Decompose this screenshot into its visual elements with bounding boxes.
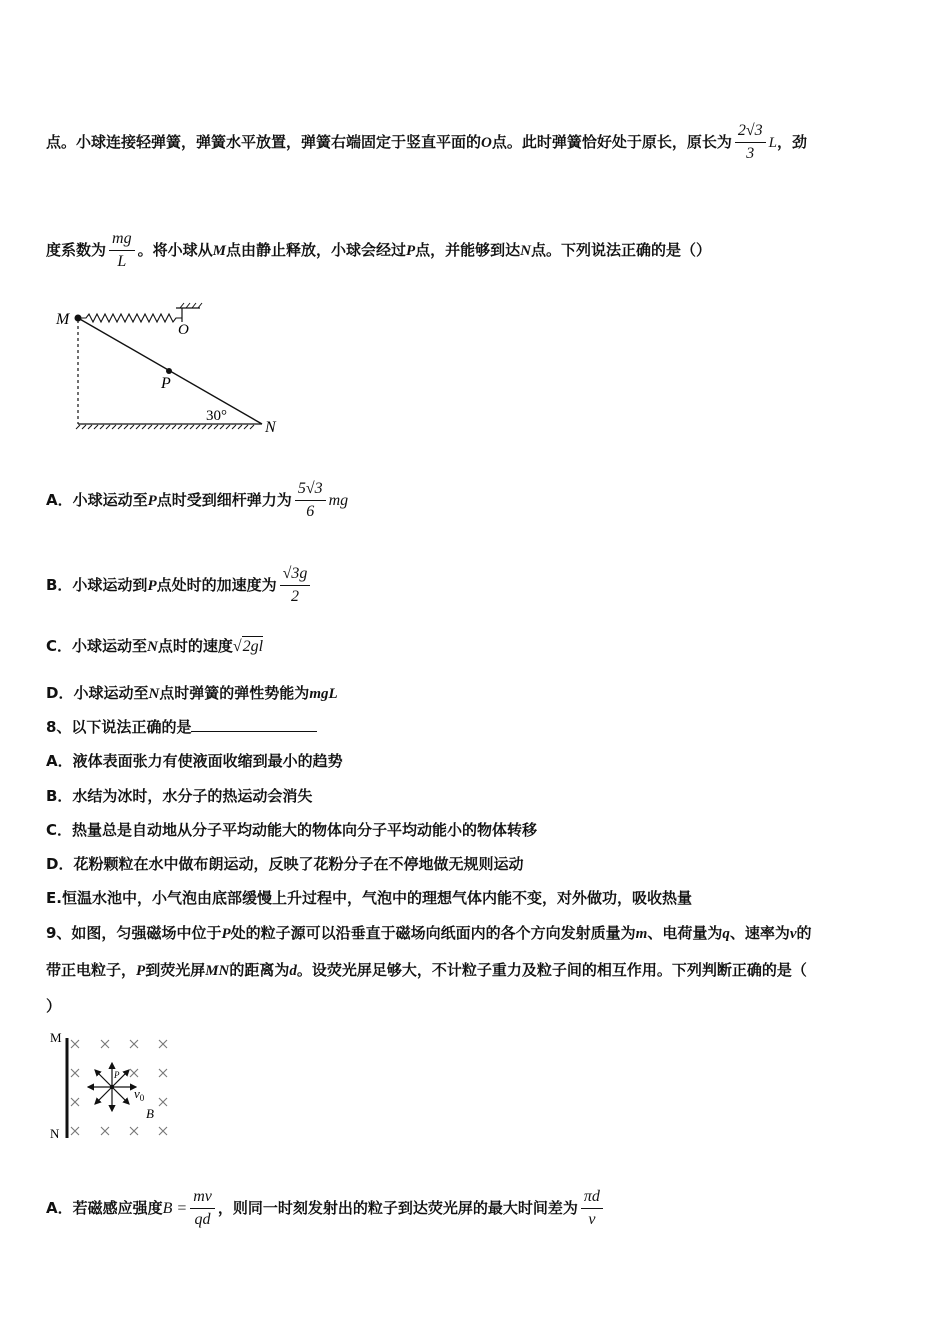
var-v: v: [789, 926, 797, 942]
var-p: P: [221, 926, 231, 942]
figure-incline-spring: [50, 300, 290, 440]
paragraph-line-2: [46, 230, 711, 271]
point-label-n: N: [520, 243, 531, 259]
screen-label-m: M: [50, 1030, 62, 1045]
q7-option-d: [46, 683, 338, 704]
screen-label-n: N: [50, 1126, 60, 1141]
text-segment: 到荧光屏: [145, 961, 206, 979]
text-segment: ，劲: [777, 133, 808, 151]
label-m: M: [56, 311, 70, 328]
option-text: B．小球运动到: [46, 576, 148, 594]
fraction-denominator: 3: [746, 145, 755, 162]
q9-line-3: ）: [46, 997, 62, 1015]
text-segment: 处的粒子源可以沿垂直于磁场向纸面内的各个方向发射质量为: [230, 924, 636, 942]
length-symbol: L: [768, 135, 777, 151]
velocity-symbol: v: [134, 1086, 140, 1101]
field-label-b: B: [146, 1106, 154, 1121]
option-text: 点时的速度: [157, 637, 233, 655]
text-segment: 的: [796, 924, 812, 942]
answer-blank: [191, 717, 317, 732]
var-q: q: [722, 926, 730, 942]
fraction-original-length: [735, 122, 766, 163]
q8-option-a: A．液体表面张力有使液面收缩到最小的趋势: [46, 752, 343, 770]
particle-source-p: [110, 1085, 114, 1089]
fraction-denominator: L: [117, 253, 127, 270]
text-segment: 度系数为: [46, 241, 107, 259]
var-p: P: [136, 963, 146, 979]
point-label-o: O: [481, 135, 492, 151]
fraction-numerator: 5√3: [295, 480, 326, 501]
option-value: mgL: [309, 686, 338, 702]
label-p: P: [161, 375, 171, 392]
fraction-denominator: 2: [291, 588, 300, 605]
point-p: [166, 368, 172, 374]
ball-m: [75, 315, 82, 322]
q9-line-1: [46, 923, 812, 944]
text-segment: 、电荷量为: [647, 924, 723, 942]
q8-option-c: C．热量总是自动地从分子平均动能大的物体向分子平均动能小的物体转移: [46, 821, 538, 839]
text-segment: 点由静止释放，小球会经过: [225, 241, 406, 259]
q9-option-a: [46, 1188, 606, 1229]
b-equals: B =: [162, 1200, 188, 1217]
q8-option-b: B．水结为冰时，水分子的热运动会消失: [46, 787, 313, 805]
q9-line-2: [46, 960, 807, 981]
text-segment: 点。小球连接轻弹簧，弹簧水平放置，弹簧右端固定于竖直平面的: [46, 133, 482, 151]
option-text: ，则同一时刻发射出的粒子到达荧光屏的最大时间差为: [217, 1199, 578, 1217]
option-text: A．小球运动至: [46, 491, 148, 509]
text-segment: 点。此时弹簧恰好处于原长，原长为: [491, 133, 732, 151]
fraction-numerator: πd: [581, 1188, 603, 1209]
point-label-p: P: [405, 243, 416, 259]
fraction-spring-constant: [109, 230, 135, 271]
option-text: 点时弹簧的弹性势能为: [159, 684, 310, 702]
fraction-denominator: 6: [306, 503, 315, 520]
option-text: A．若磁感应强度: [46, 1199, 163, 1217]
q7-option-a: [46, 480, 348, 521]
spring: [78, 314, 182, 322]
option-text: 点处时的加速度为: [156, 576, 277, 594]
text-segment: 、速率为: [729, 924, 790, 942]
var-d: d: [289, 963, 297, 979]
label-n: N: [265, 419, 276, 436]
source-label-p: P: [114, 1070, 120, 1080]
option-text: D．小球运动至: [46, 684, 149, 702]
question-stem: 8、以下说法正确的是: [46, 718, 192, 736]
text-segment: 的距离为: [229, 961, 290, 979]
option-var: N: [148, 686, 160, 702]
fraction-denominator: qd: [194, 1211, 211, 1228]
option-fraction: [295, 480, 326, 521]
fraction-numerator: √3g: [280, 565, 311, 586]
ground-hatching: [76, 425, 254, 429]
option-fraction-b: [190, 1188, 215, 1229]
q8-stem: [46, 717, 317, 737]
point-label-m: M: [212, 243, 226, 259]
text-segment: 点，并能够到达: [415, 241, 521, 259]
option-fraction-time: [581, 1188, 603, 1229]
velocity-subscript: 0: [139, 1093, 145, 1103]
option-var: P: [147, 578, 157, 594]
option-var: N: [147, 639, 158, 655]
option-fraction: [280, 565, 311, 606]
label-o: O: [178, 322, 189, 338]
paragraph-line-1: [46, 122, 807, 163]
q7-option-b: [46, 565, 313, 606]
text-segment: 点。下列说法正确的是（）: [530, 241, 711, 259]
var-m: m: [635, 926, 648, 942]
sqrt-radicand: 2gl: [242, 638, 264, 655]
option-var: P: [147, 493, 157, 509]
option-text: 点时受到细杆弹力为: [156, 491, 292, 509]
q8-option-d: D．花粉颗粒在水中做布朗运动，反映了花粉分子在不停地做无规则运动: [46, 855, 524, 873]
text-segment: 带正电粒子，: [46, 961, 137, 979]
velocity-label: [134, 1086, 145, 1103]
sqrt-expression: √2gl: [232, 638, 264, 655]
text-segment: 。将小球从: [137, 241, 213, 259]
wall-hatching: [180, 303, 202, 308]
fraction-numerator: 2√3: [735, 122, 766, 143]
figure-magnetic-field: [48, 1026, 188, 1144]
option-text: C．小球运动至: [46, 637, 148, 655]
fraction-numerator: mg: [109, 230, 135, 251]
angle-label: 30°: [206, 408, 227, 424]
q7-option-c: [46, 636, 263, 657]
option-unit: mg: [328, 492, 349, 509]
q8-option-e: E.恒温水池中，小气泡由底部缓慢上升过程中，气泡中的理想气体内能不变，对外做功，吸收热量: [46, 889, 692, 907]
text-segment: 9、如图，匀强磁场中位于: [46, 924, 222, 942]
fraction-denominator: v: [588, 1211, 596, 1228]
var-mn: MN: [205, 963, 230, 979]
text-segment: 。设荧光屏足够大，不计粒子重力及粒子间的相互作用。下列判断正确的是（: [296, 961, 807, 979]
fraction-numerator: mv: [190, 1188, 215, 1209]
